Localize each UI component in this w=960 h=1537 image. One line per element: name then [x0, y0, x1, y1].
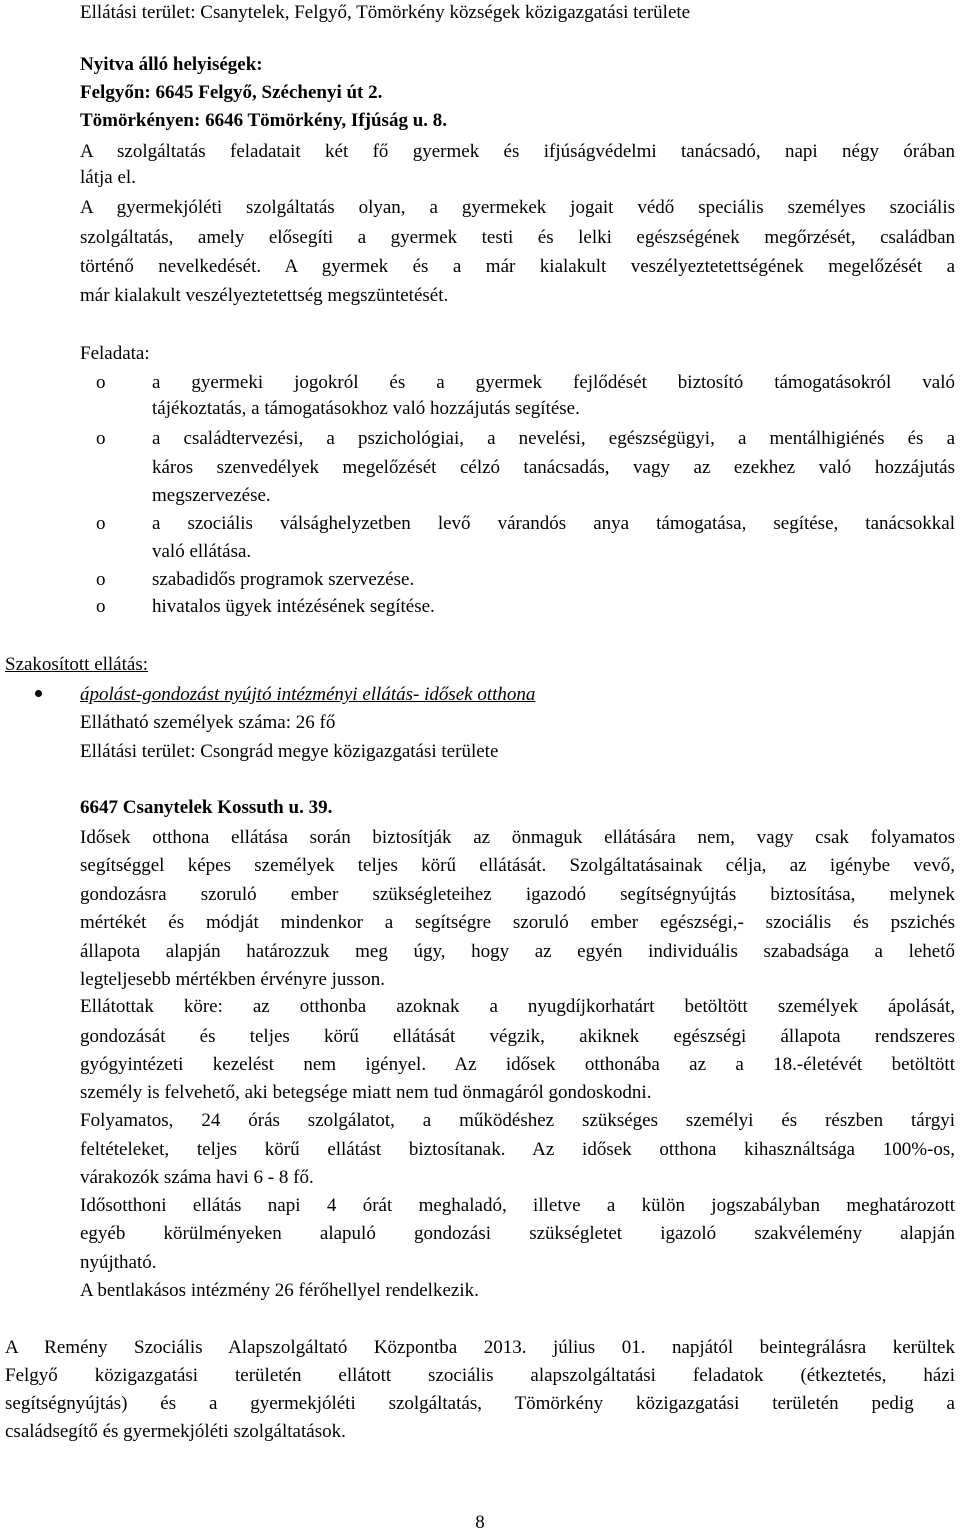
feladata-label: Feladata:: [80, 343, 150, 364]
nyitva-heading: Nyitva álló helyiségek:: [80, 54, 263, 75]
paragraph-line: nyújtható.: [80, 1252, 157, 1273]
paragraph-line: legteljesebb mértékben érvényre jusson.: [80, 969, 385, 990]
paragraph-line: már kialakult veszélyeztetettség megszüntetését.: [80, 285, 449, 306]
paragraph-line: mértékét és módját mindenkor a segítségre szoruló ember egészségi,- szociális és pszichés: [80, 912, 955, 933]
ellatasi-terulet-2: Ellátási terület: Csongrád megye közigazgatási területe: [80, 741, 499, 762]
paragraph-line: gondozását és teljes körű ellátását végzik, akiknek egészségi állapota rendszeres: [80, 1026, 955, 1047]
closing-line: segítségnyújtás) és a gyermekjóléti szolgáltatás, Tömörkény közigazgatási területén pedig a: [5, 1393, 955, 1414]
service-title: ápolást-gondozást nyújtó intézményi ellátás- idősek otthona: [80, 684, 536, 705]
list-item-line: megszervezése.: [152, 485, 271, 506]
ellatasi-terulet: Ellátási terület: Csanytelek, Felgyő, Tömörkény községek közigazgatási területe: [80, 2, 691, 23]
list-item-line: való ellátása.: [152, 541, 252, 562]
bullet-marker: o: [96, 596, 106, 617]
paragraph-line: történő nevelkedését. A gyermek és a már kialakult veszélyeztetettségének megelőzését a: [80, 256, 955, 277]
intezmeny-address: 6647 Csanytelek Kossuth u. 39.: [80, 797, 333, 818]
bullet-dot-icon: [35, 690, 42, 697]
paragraph-line: feltételeket, teljes körű ellátást biztosítanak. Az idősek otthona kihasználtsága 100%-os,: [80, 1139, 955, 1160]
ellathato-szam: Ellátható személyek száma: 26 fő: [80, 712, 336, 733]
list-item-line: hivatalos ügyek intézésének segítése.: [152, 596, 435, 617]
closing-line: A Remény Szociális Alapszolgáltató Központba 2013. július 01. napjától beintegrálásra kerültek: [5, 1337, 955, 1358]
list-item-line: a családtervezési, a pszichológiai, a nevelési, egészségügyi, a mentálhigiénés és a: [152, 428, 955, 449]
felgyo-address: Felgyőn: 6645 Felgyő, Széchenyi út 2.: [80, 82, 383, 103]
paragraph-line: egyéb körülményeken alapuló gondozási szükségletet igazoló szakvélemény alapján: [80, 1223, 955, 1244]
paragraph-line: segítséggel képes személyek teljes körű ellátását. Szolgáltatásainak célja, az igénybe vevő,: [80, 855, 955, 876]
closing-line: Felgyő közigazgatási területén ellátott szociális alapszolgáltatási feladatok (étkeztetés, házi: [5, 1365, 955, 1386]
paragraph-line: A szolgáltatás feladatait két fő gyermek és ifjúságvédelmi tanácsadó, napi négy órában: [80, 141, 955, 162]
page-number: 8: [475, 1512, 485, 1533]
list-item-line: tájékoztatás, a támogatásokhoz való hozzájutás segítése.: [152, 398, 580, 419]
bullet-marker: o: [96, 513, 106, 534]
list-item-line: káros szenvedélyek megelőzését célzó tanácsadás, vagy az ezekhez való hozzájutás: [152, 457, 955, 478]
paragraph-line: A bentlakásos intézmény 26 férőhellyel rendelkezik.: [80, 1280, 479, 1301]
paragraph-line: gyógyintézeti kezelést nem igényel. Az idősek otthonába az a 18.-életévét betöltött: [80, 1054, 955, 1075]
paragraph-line: Idősek otthona ellátása során biztosítják az önmaguk ellátására nem, vagy csak folyamatos: [80, 827, 955, 848]
paragraph-line: személy is felvehető, aki betegsége miatt nem tud önmagáról gondoskodni.: [80, 1082, 652, 1103]
bullet-marker: o: [96, 372, 106, 393]
paragraph-line: várakozók száma havi 6 - 8 fő.: [80, 1167, 314, 1188]
paragraph-line: gondozásra szoruló ember szükségleteihez igazodó segítségnyújtás biztosítása, melynek: [80, 884, 955, 905]
tomorkeny-address: Tömörkényen: 6646 Tömörkény, Ifjúság u. 8.: [80, 110, 448, 131]
szakositott-heading: Szakosított ellátás:: [5, 654, 149, 675]
paragraph-line: A gyermekjóléti szolgáltatás olyan, a gyermekek jogait védő speciális személyes szociális: [80, 197, 955, 218]
paragraph-line: szolgáltatás, amely elősegíti a gyermek testi és lelki egészségének megőrzését, családban: [80, 227, 955, 248]
list-item-line: szabadidős programok szervezése.: [152, 569, 415, 590]
paragraph-line: Idősotthoni ellátás napi 4 órát meghaladó, illetve a külön jogszabályban meghatározott: [80, 1195, 955, 1216]
paragraph-line: állapota alapján határozzuk meg úgy, hogy az egyén individuális szabadsága a lehető: [80, 941, 955, 962]
paragraph-line: Ellátottak köre: az otthonba azoknak a nyugdíjkorhatárt betöltött személyek ápolását,: [80, 996, 955, 1017]
bullet-marker: o: [96, 428, 106, 449]
list-item-line: a gyermeki jogokról és a gyermek fejlődését biztosító támogatásokról való: [152, 372, 955, 393]
closing-line: családsegítő és gyermekjóléti szolgáltatások.: [5, 1421, 346, 1442]
paragraph-line: Folyamatos, 24 órás szolgálatot, a működéshez szükséges személyi és részben tárgyi: [80, 1110, 955, 1131]
paragraph-line: látja el.: [80, 167, 136, 188]
bullet-marker: o: [96, 569, 106, 590]
list-item-line: a szociális válsághelyzetben levő várandós anya támogatása, segítése, tanácsokkal: [152, 513, 955, 534]
